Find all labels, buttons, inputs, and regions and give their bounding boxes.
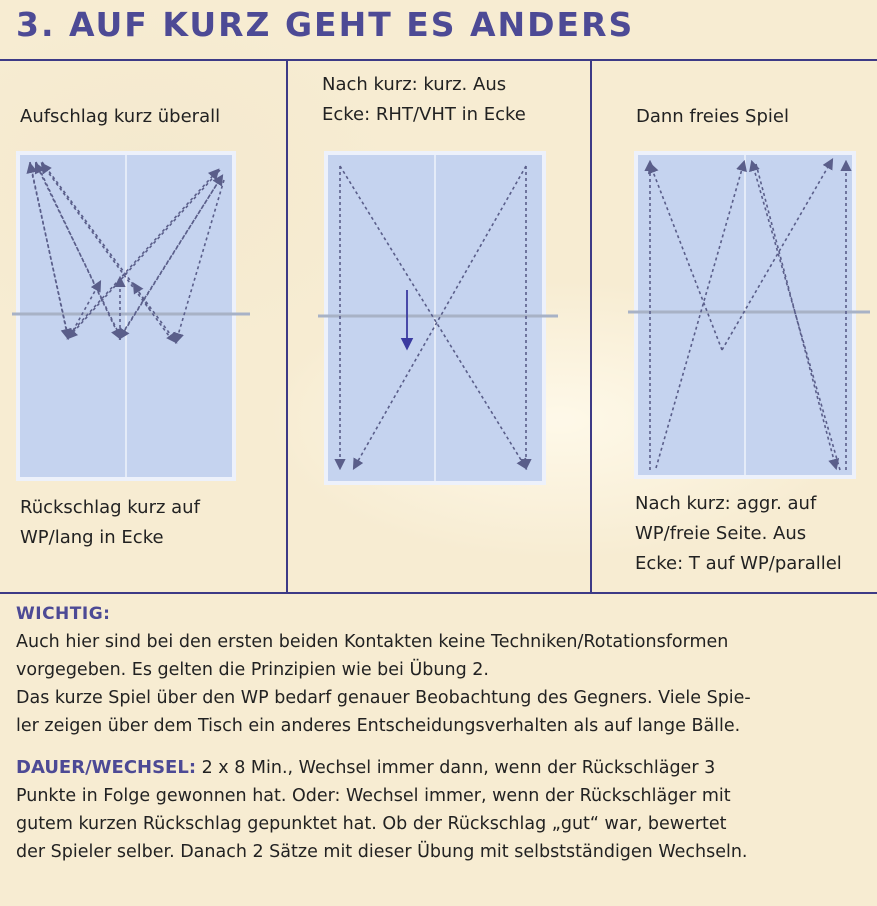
caption-line: Dann freies Spiel <box>636 106 789 127</box>
dauer-line: der Spieler selber. Danach 2 Sätze mit dieser Übung mit selbstständigen Wechseln. <box>16 842 748 862</box>
page-title: 3. AUF KURZ GEHT ES ANDERS <box>16 5 635 44</box>
notes-heading: WICHTIG: <box>16 604 111 624</box>
table-diagram-3 <box>600 150 877 480</box>
table-diagram-1 <box>0 150 286 480</box>
panel-1-top-caption <box>20 102 220 132</box>
panel-1-bottom-caption <box>20 493 200 553</box>
caption-line: Nach kurz: aggr. auf <box>635 493 817 514</box>
panel-3-top-caption <box>636 102 789 132</box>
grid-line-divider-2 <box>590 59 592 593</box>
dauer-first-line <box>16 754 866 782</box>
caption-line: Ecke: T auf WP/parallel <box>635 553 842 574</box>
caption-line: Rückschlag kurz auf <box>20 497 200 518</box>
table-diagram-2 <box>304 150 590 490</box>
grid-line-bottom <box>0 592 877 594</box>
caption-line: WP/freie Seite. Aus <box>635 523 807 544</box>
dauer-label: DAUER/WECHSEL: <box>16 757 197 778</box>
grid-line-top <box>0 59 877 61</box>
dauer-first-text: 2 x 8 Min., Wechsel immer dann, wenn der Rückschläger 3 <box>201 758 716 778</box>
grid-line-divider-1 <box>286 59 288 593</box>
notes-line: vorgegeben. Es gelten die Prinzipien wie bei Übung 2. <box>16 660 489 680</box>
panel-2-top-caption <box>322 70 526 130</box>
notes-line: ler zeigen über dem Tisch ein anderes Entscheidungsverhalten als auf lange Bälle. <box>16 716 741 736</box>
dauer-line: Punkte in Folge gewonnen hat. Oder: Wechsel immer, wenn der Rückschläger mit <box>16 786 731 806</box>
caption-line: Nach kurz: kurz. Aus <box>322 74 507 95</box>
notes-section <box>16 600 866 866</box>
notes-line: Auch hier sind bei den ersten beiden Kontakten keine Techniken/Rotationsformen <box>16 632 729 652</box>
dauer-line: gutem kurzen Rückschlag gepunktet hat. Ob der Rückschlag „gut“ war, bewertet <box>16 814 727 834</box>
notes-line: Das kurze Spiel über den WP bedarf genauer Beobachtung des Gegners. Viele Spie- <box>16 688 751 708</box>
panel-3-bottom-caption <box>635 489 842 579</box>
caption-line: WP/lang in Ecke <box>20 527 164 548</box>
caption-line: Aufschlag kurz überall <box>20 106 221 127</box>
caption-line: Ecke: RHT/VHT in Ecke <box>322 104 526 125</box>
